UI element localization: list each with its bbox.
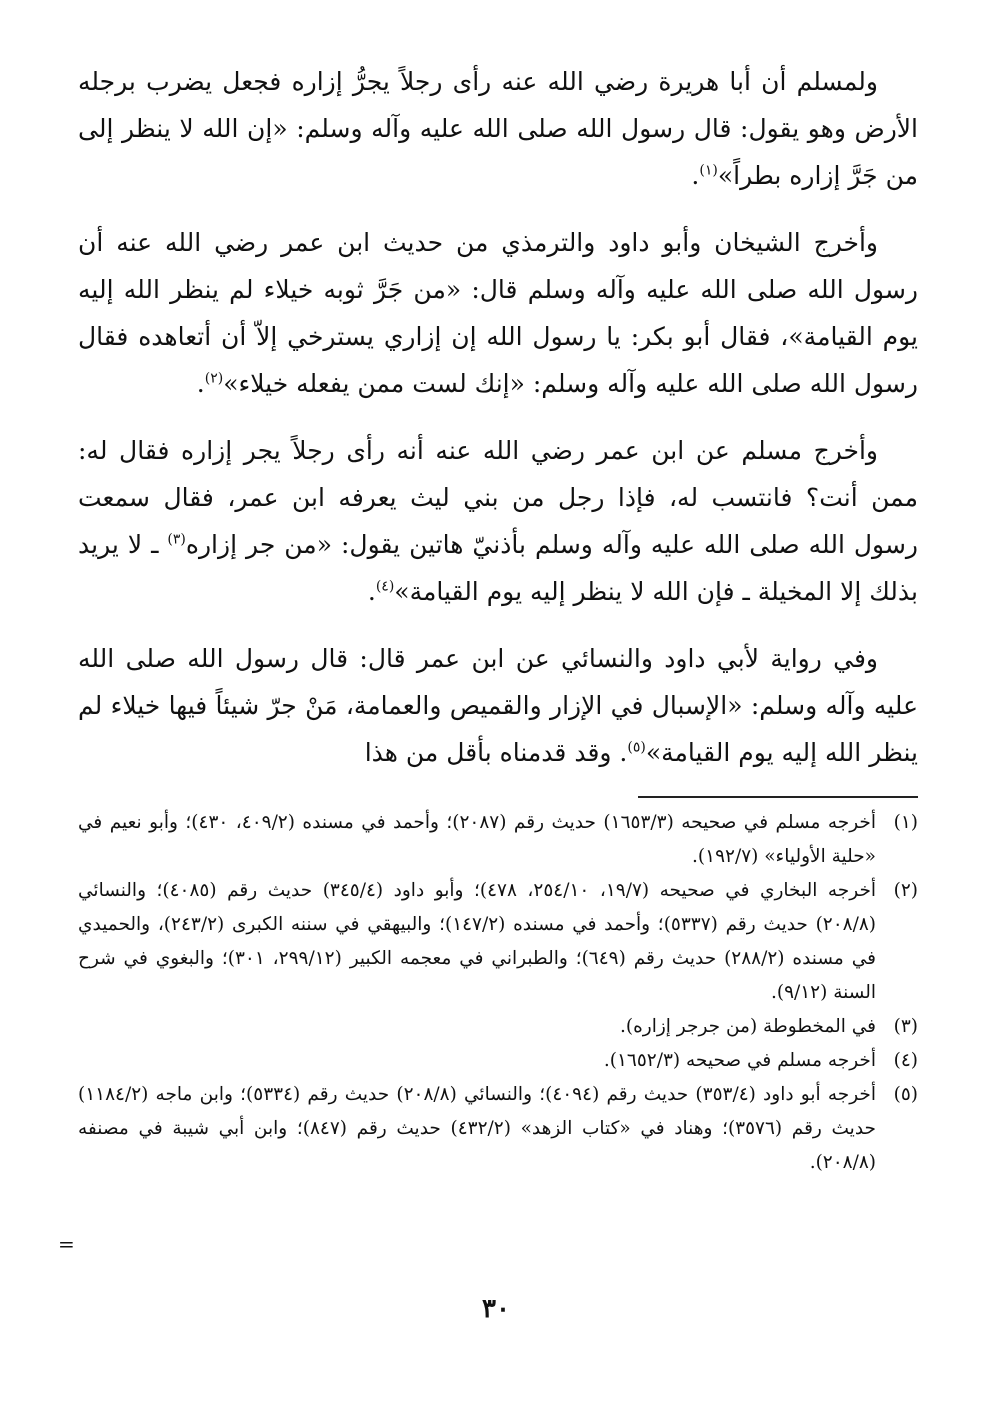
paragraph-2	[78, 219, 918, 407]
paragraph-text: وفي رواية لأبي داود والنسائي عن ابن عمر قال: قال رسول الله صلى الله عليه وآله وسلم: «الإسبال في الإزار والقميص والعمامة، مَنْ جرّ شيئاً فيها خيلاء لم ينظر الله إليه يوم القيامة»	[78, 644, 918, 767]
footnote-divider	[638, 796, 918, 798]
footnote-text: أخرجه مسلم في صحيحه (١٦٥٣/٣) حديث رقم (٢٠٨٧)؛ وأحمد في مسنده (٤٠٩/٢، ٤٣٠)؛ وأبو نعيم في «حلية الأولياء» (١٩٢/٧).	[78, 812, 876, 867]
footnote-number: (٤)	[893, 1050, 918, 1071]
footnote-ref[interactable]: (٤)	[375, 578, 395, 595]
paragraph-tail: .	[196, 369, 205, 398]
footnote-text: أخرجه مسلم في صحيحه (١٦٥٢/٣).	[603, 1050, 876, 1071]
footnote-1	[78, 806, 918, 874]
footnote-3	[78, 1010, 918, 1044]
continuation-mark: =	[58, 1232, 75, 1256]
footnote-text: في المخطوطة (من جرجر إزاره).	[619, 1016, 876, 1037]
paragraph-tail: .	[367, 577, 376, 606]
footnote-number: (١)	[893, 812, 918, 833]
footnote-text: أخرجه البخاري في صحيحه (١٩/٧، ٢٥٤/١٠، ٤٧٨)؛ وأبو داود (٣٤٥/٤) حديث رقم (٤٠٨٥)؛ والنسائي (٢٠٨/٨) حديث رقم (٥٣٣٧)؛ وأحمد في مسنده (١٤٧/٢)؛ والبيهقي في سننه الكبرى (٢٤٣/٢)، والحميدي في مسنده (٢٨٨/٢) حديث رقم (٦٤٩)؛ والطبراني في معجمه الكبير (٢٩٩/١٢، ٣٠١)؛ والبغوي في شرح السنة (٩/١٢).	[78, 880, 877, 1003]
paragraph-text: وأخرج الشيخان وأبو داود والترمذي من حديث ابن عمر رضي الله عنه أن رسول الله صلى الله عليه وآله وسلم قال: «من جَرَّ ثوبه خيلاء لم ينظر الله إليه يوم القيامة»، فقال أبو بكر: يا رسول الله إن إزاري يسترخي إلاّ أن أتعاهده فقال رسول الله صلى الله عليه وآله وسلم: «إنك لست ممن يفعله خيلاء»	[78, 228, 918, 398]
footnote-ref[interactable]: (١)	[699, 162, 718, 179]
footnote-ref[interactable]: (٣)	[167, 531, 186, 548]
page-body	[78, 58, 918, 1180]
footnote-ref[interactable]: (٥)	[627, 739, 646, 756]
paragraph-tail: . وقد قدمناه بأقل من هذا	[364, 738, 628, 767]
footnote-text: أخرجه أبو داود (٣٥٣/٤) حديث رقم (٤٠٩٤)؛ والنسائي (٢٠٨/٨) حديث رقم (٥٣٣٤)؛ وابن ماجه (١١٨٤/٢) حديث رقم (٣٥٧٦)؛ وهناد في «كتاب الزهد» (٤٣٢/٢) حديث رقم (٨٤٧)؛ وابن أبي شيبة في مصنفه (٢٠٨/٨).	[78, 1084, 876, 1173]
page-number: ٣٠	[482, 1294, 510, 1324]
footnote-2	[78, 874, 918, 1010]
footnote-number: (٢)	[893, 880, 918, 901]
footnote-number: (٥)	[893, 1084, 918, 1105]
paragraph-1	[78, 58, 918, 199]
paragraph-tail: .	[691, 161, 700, 190]
paragraph-3	[78, 427, 918, 615]
paragraph-text: وأخرج مسلم عن ابن عمر رضي الله عنه أنه رأى رجلاً يجر إزاره فقال له: ممن أنت؟ فانتسب له، فإذا رجل من بني ليث يعرفه ابن عمر، فقال سمعت رسول الله صلى الله عليه وآله وسلم بأذنيّ هاتين يقول: «من جر إزاره	[78, 436, 918, 559]
footnote-ref[interactable]: (٢)	[204, 370, 224, 387]
footnote-number: (٣)	[893, 1016, 918, 1037]
paragraph-text: ولمسلم أن أبا هريرة رضي الله عنه رأى رجلاً يجرُّ إزاره فجعل يضرب برجله الأرض وهو يقول: قال رسول الله صلى الله عليه وآله وسلم: «إن الله لا ينظر إلى من جَرَّ إزاره بطراً»	[78, 67, 918, 190]
footnote-5	[78, 1078, 918, 1180]
footnotes	[78, 806, 918, 1180]
paragraph-4	[78, 635, 918, 776]
footnote-4	[78, 1044, 918, 1078]
paragraph-tail: ـ لا يريد بذلك إلا المخيلة ـ فإن الله لا ينظر إليه يوم القيامة»	[78, 530, 918, 606]
